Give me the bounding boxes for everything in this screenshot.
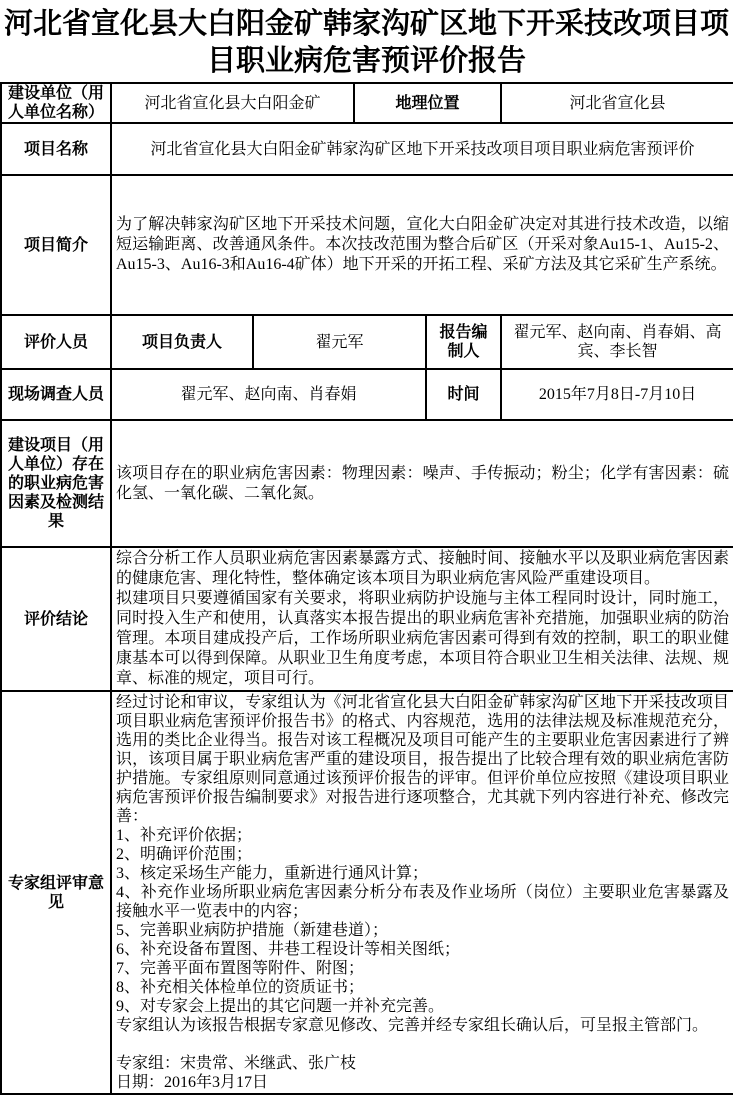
row-expert-review (1, 691, 733, 1094)
location-value: 河北省宣化县 (501, 83, 733, 123)
site-survey-label: 现场调查人员 (1, 369, 111, 420)
row-project-intro (1, 175, 733, 315)
conclusion-label: 评价结论 (1, 547, 111, 691)
expert-review-intro: 经过讨论和审议，专家组认为《河北省宣化县大白阳金矿韩家沟矿区地下开采技改项目项目职业病危害预评价报告书》的格式、内容规范，选用的法律法规及标准规范充分，选用的类比企业得当。报告对该工程概况及项目可能产生的主要职业危害因素进行了辨识，该项目属于职业病危害严重的建设项目，报告提出了比较合理有效的职业病危害防护措施。专家组原则同意通过该预评价报告的评审。但评价单位应按照《建设项目职业病危害预评价报告编制要求》对报告进行逐项整合，尤其就下列内容进行补充、修改完善： (116, 694, 730, 825)
time-value: 2015年7月8日-7月10日 (501, 369, 733, 420)
list-item: 3、核定采场生产能力，重新进行通风计算； (116, 865, 429, 882)
conclusion-paragraph-2: 拟建项目只要遵循国家有关要求，将职业病防护设施与主体工程同时设计，同时施工，同时投入生产和使用，认真落实本报告提出的职业病危害补充措施，加强职业病的防治管理。本项目建成投产后，工作场所职业病危害因素可得到有效的控制，职工的职业健康基本可以得到保障。从职业卫生角度考虑，本项目符合职业卫生相关法律、法规、规章、标准的规定，项目可行。 (116, 590, 730, 687)
list-item: 9、对专家会上提出的其它问题一并补充完善。 (116, 998, 445, 1015)
list-item: 5、完善职业病防护措施（新建巷道）； (116, 922, 389, 939)
construction-unit-label: 建设单位（用人单位名称） (1, 83, 111, 123)
list-item: 7、完善平面布置图等附件、附图； (116, 960, 365, 977)
expert-review-date: 日期：2016年3月17日 (116, 1074, 269, 1091)
row-hazard-factors (1, 420, 733, 547)
expert-review-content (111, 691, 733, 1094)
hazard-factors-value: 该项目存在的职业病危害因素：物理因素：噪声、手传振动；粉尘；化学有害因素：硫化氢、一氧化碳、二氧化氮。 (111, 420, 733, 547)
report-table (0, 82, 733, 1095)
expert-review-closing: 专家组认为该报告根据专家意见修改、完善并经专家组长确认后，可呈报主管部门。 (116, 1017, 709, 1034)
report-writers-label (426, 315, 501, 369)
project-name-label: 项目名称 (1, 123, 111, 175)
list-item: 1、补充评价依据； (116, 827, 253, 844)
location-label: 地理位置 (354, 83, 501, 123)
project-name-value: 河北省宣化县大白阳金矿韩家沟矿区地下开采技改项目项目职业病危害预评价 (111, 123, 733, 175)
project-leader-label: 项目负责人 (111, 315, 253, 369)
evaluators-label: 评价人员 (1, 315, 111, 369)
project-leader-value: 翟元军 (253, 315, 426, 369)
project-intro-value: 为了解决韩家沟矿区地下开采技术问题，宣化大白阳金矿决定对其进行技术改造，以缩短运输距离、改善通风条件。本次技改范围为整合后矿区（开采对象Au15-1、Au15-2、Au15-3、Au16-3和Au16-4矿体）地下开采的开拓工程、采矿方法及其它采矿生产系统。 (111, 175, 733, 315)
conclusion-paragraph-1: 综合分析工作人员职业病危害因素暴露方式、接触时间、接触水平以及职业病危害因素的健康危害、理化特性，整体确定该本项目为职业病危害风险严重建设项目。 (116, 550, 730, 587)
expert-group-signature: 专家组：宋贵常、米继武、张广枝 (116, 1055, 357, 1072)
hazard-factors-label: 建设项目（用人单位）存在的职业病危害因素及检测结果 (1, 420, 111, 547)
construction-unit-value: 河北省宣化县大白阳金矿 (111, 83, 354, 123)
list-item: 4、补充作业场所职业病危害因素分析分布表及作业场所（岗位）主要职业危害暴露及接触水平一览表中的内容； (116, 884, 730, 920)
expert-review-item-list (116, 826, 729, 1016)
conclusion-value (111, 547, 733, 691)
time-label: 时间 (426, 369, 501, 420)
row-conclusion (1, 547, 733, 691)
row-project-name (1, 123, 733, 175)
report-writers-label-text: 报告编制人 (439, 324, 488, 360)
site-survey-value: 翟元军、赵向南、肖春娟 (111, 369, 426, 420)
list-item: 6、补充设备布置图、井巷工程设计等相关图纸； (116, 941, 461, 958)
page-title: 河北省宣化县大白阳金矿韩家沟矿区地下开采技改项目项目职业病危害预评价报告 (3, 8, 729, 77)
list-item: 8、补充相关体检单位的资质证书； (116, 979, 365, 996)
row-evaluators (1, 315, 733, 369)
report-writers-value: 翟元军、赵向南、肖春娟、高宾、李长智 (501, 315, 733, 369)
list-item: 2、明确评价范围； (116, 846, 253, 863)
project-intro-label: 项目简介 (1, 175, 111, 315)
row-site-survey (1, 369, 733, 420)
expert-review-label: 专家组评审意见 (1, 691, 111, 1094)
row-construction-unit (1, 83, 733, 123)
